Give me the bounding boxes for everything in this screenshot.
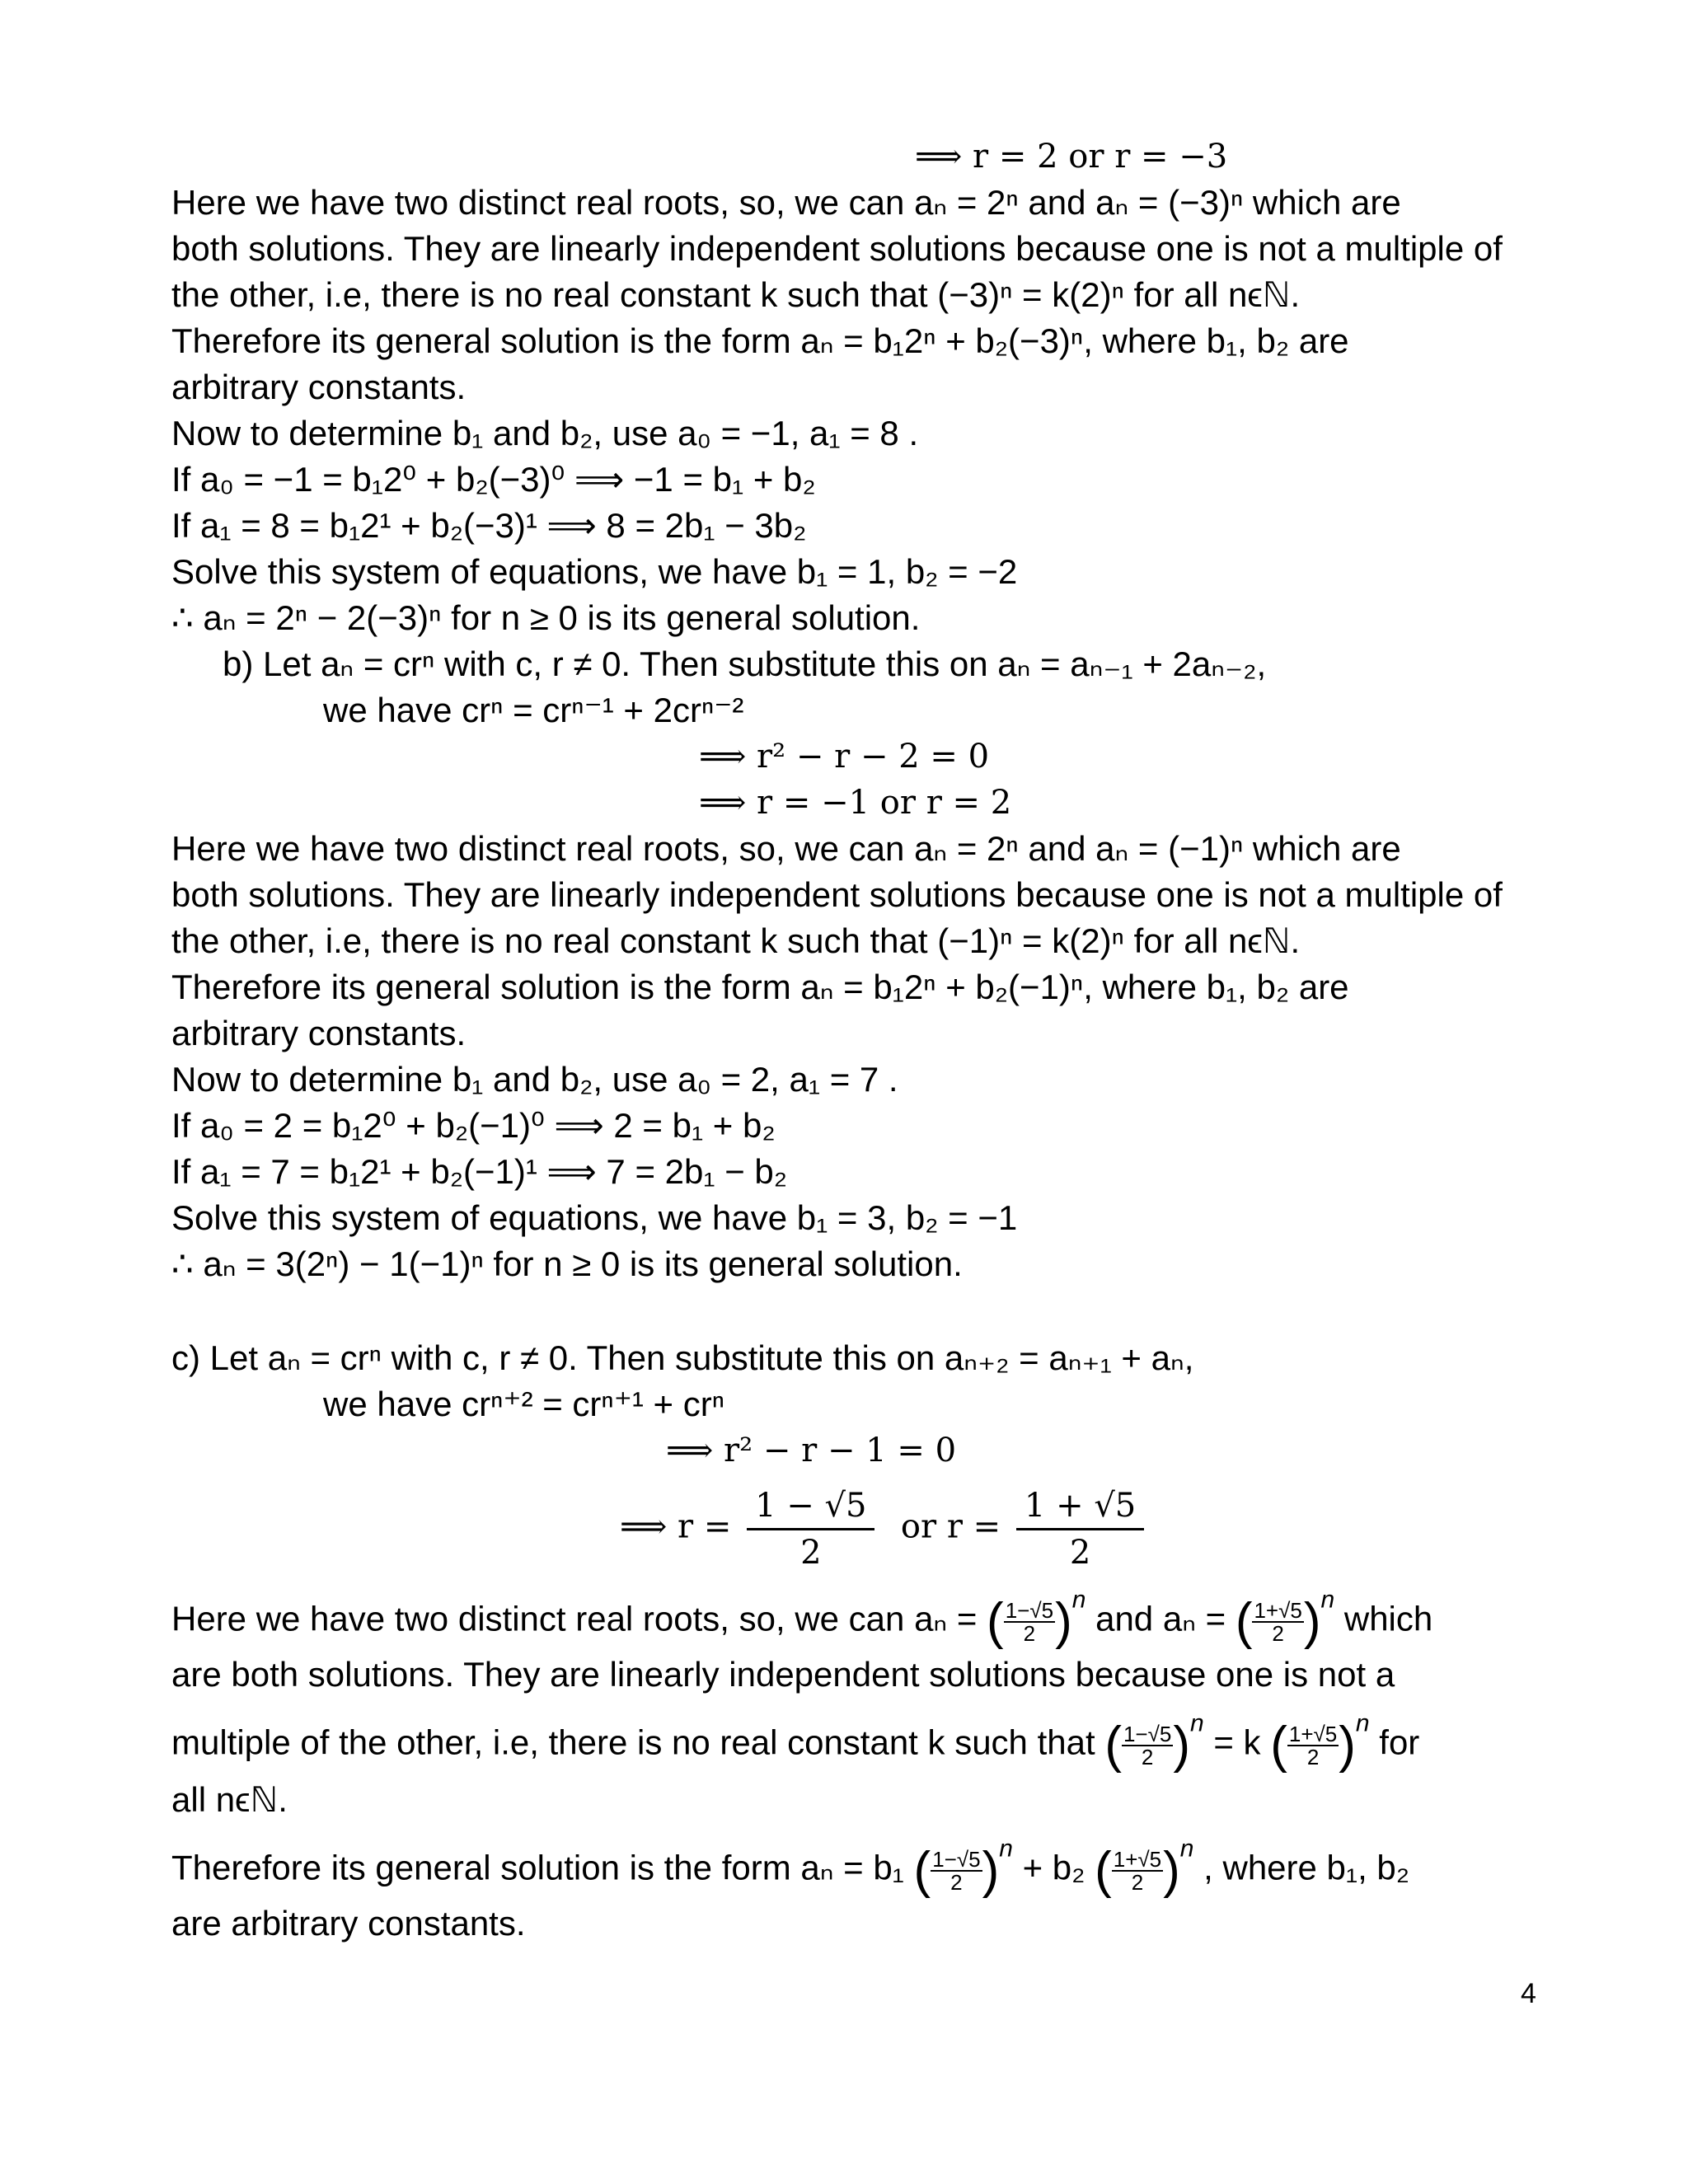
text-segment: , where b₁, b₂ — [1203, 1848, 1410, 1887]
text-line: ⟹ r² − r − 2 = 0 — [699, 738, 990, 776]
exponent: n — [1071, 1586, 1086, 1614]
text-line: Now to determine b₁ and b₂, use a₀ = 2, a₁ = 7 . — [171, 1060, 898, 1099]
text-line: ∴ aₙ = 3(2ⁿ) − 1(−1)ⁿ for n ≥ 0 is its general solution. — [171, 1244, 963, 1283]
small-fraction — [1287, 1723, 1339, 1768]
text-line: the other, i.e, there is no real constant k such that (−1)ⁿ = k(2)ⁿ for all nϵℕ. — [171, 921, 1301, 960]
text-line: ⟹ r = 2 or r = −3 — [915, 138, 1228, 176]
text-line: b) Let aₙ = crⁿ with c, r ≠ 0. Then substitute this on aₙ = aₙ₋₁ + 2aₙ₋₂, — [223, 644, 1267, 683]
exponent: n — [1355, 1709, 1370, 1737]
text-segment: for — [1379, 1722, 1420, 1762]
text-line: the other, i.e, there is no real constant k such that (−3)ⁿ = k(2)ⁿ for all nϵℕ. — [171, 275, 1301, 314]
small-fraction — [1252, 1597, 1303, 1646]
text-line: If a₀ = 2 = b₁2⁰ + b₂(−1)⁰ ⟹ 2 = b₁ + b₂ — [171, 1106, 776, 1145]
text-line: are arbitrary constants. — [171, 1904, 526, 1943]
text-line: Here we have two distinct real roots, so, we can aₙ = 2ⁿ and aₙ = (−3)ⁿ which are — [171, 183, 1401, 222]
text-segment: multiple of the other, i.e, there is no real constant k such that — [171, 1722, 1095, 1762]
text-line: arbitrary constants. — [171, 368, 467, 406]
equation-text: ⟹ r = — [620, 1507, 732, 1546]
denominator: 2 — [1069, 1534, 1091, 1572]
text-line: are both solutions. They are linearly independent solutions because one is not a — [171, 1655, 1395, 1694]
numerator: 1−√5 — [932, 1846, 981, 1872]
text-line: ⟹ r = −1 or r = 2 — [699, 784, 1012, 822]
numerator: 1−√5 — [1005, 1597, 1054, 1623]
text-line: ∴ aₙ = 2ⁿ − 2(−3)ⁿ for n ≥ 0 is its general solution. — [171, 598, 921, 637]
text-segment: + b₂ — [1022, 1848, 1085, 1887]
small-fraction — [931, 1846, 982, 1895]
text-segment: Here we have two distinct real roots, so, we can aₙ = — [171, 1599, 978, 1638]
text-line: Therefore its general solution is the form aₙ = b₁2ⁿ + b₂(−1)ⁿ, where b₁, b₂ are — [171, 968, 1349, 1006]
fraction — [747, 1483, 874, 1575]
numerator: 1 + √5 — [1016, 1483, 1144, 1530]
denominator: 2 — [1306, 1744, 1320, 1769]
exponent: n — [1190, 1709, 1204, 1737]
text-line: multiple of the other, i.e, there is no real constant k such that ( $\frac{1-√5}{2}$ )$^n$ = k ( $\frac{1+√5}{2}$ )$^n$ for — [171, 1709, 1420, 1774]
denominator: 2 — [950, 1869, 963, 1895]
numerator: 1+√5 — [1254, 1597, 1302, 1623]
text-line: If a₁ = 8 = b₁2¹ + b₂(−3)¹ ⟹ 8 = 2b₁ − 3b₂ — [171, 506, 807, 545]
roots-equation — [620, 1483, 1149, 1575]
text-segment: and aₙ = — [1095, 1599, 1226, 1638]
denominator: 2 — [1141, 1744, 1154, 1769]
text-line: c) Let aₙ = crⁿ with c, r ≠ 0. Then substitute this on aₙ₊₂ = aₙ₊₁ + aₙ, — [171, 1338, 1194, 1377]
denominator: 2 — [1131, 1869, 1144, 1895]
text-segment: = k — [1213, 1722, 1261, 1762]
text-line: both solutions. They are linearly independent solutions because one is not a multiple of — [171, 229, 1503, 268]
text-line: If a₁ = 7 = b₁2¹ + b₂(−1)¹ ⟹ 7 = 2b₁ − b₂ — [171, 1152, 788, 1191]
numerator: 1+√5 — [1288, 1721, 1338, 1746]
numerator: 1−√5 — [1123, 1721, 1172, 1746]
text-segment: which — [1343, 1599, 1433, 1638]
denominator: 2 — [1272, 1620, 1284, 1646]
text-line: Here we have two distinct real roots, so, we can aₙ = ( $\frac{1-√5}{2}$ )$^n$ and aₙ = ( $\frac{1+√5}{2}$ )$^n$ which — [171, 1586, 1433, 1650]
text-line: arbitrary constants. — [171, 1014, 467, 1052]
small-fraction — [1004, 1597, 1055, 1646]
exponent: n — [999, 1835, 1013, 1863]
text-line: Solve this system of equations, we have b₁ = 3, b₂ = −1 — [171, 1198, 1018, 1237]
text-line: Solve this system of equations, we have b₁ = 1, b₂ = −2 — [171, 552, 1018, 591]
numerator: 1+√5 — [1113, 1846, 1162, 1872]
text-line: Therefore its general solution is the form aₙ = b₁2ⁿ + b₂(−3)ⁿ, where b₁, b₂ are — [171, 321, 1349, 360]
text-line: If a₀ = −1 = b₁2⁰ + b₂(−3)⁰ ⟹ −1 = b₁ + b₂ — [171, 460, 816, 499]
denominator: 2 — [800, 1534, 822, 1572]
fraction — [1016, 1483, 1144, 1575]
exponent: n — [1179, 1835, 1194, 1863]
text-line: Therefore its general solution is the form aₙ = b₁ ( $\frac{1-√5}{2}$ )$^n$ + b₂ ( $\frac{1+√5}{2}$ )$^n$ , where b₁, b₂ — [171, 1835, 1410, 1899]
denominator: 2 — [1023, 1620, 1036, 1646]
page-number: 4 — [1521, 1978, 1536, 2009]
text-line: we have crⁿ = crⁿ⁻¹ + 2crⁿ⁻² — [323, 691, 744, 729]
small-fraction — [1112, 1846, 1163, 1895]
text-line: all nϵℕ. — [171, 1780, 288, 1819]
equation-text: or r = — [900, 1507, 1001, 1546]
text-line: Now to determine b₁ and b₂, use a₀ = −1, a₁ = 8 . — [171, 414, 919, 452]
exponent: n — [1320, 1586, 1335, 1614]
small-fraction — [1122, 1723, 1173, 1768]
numerator: 1 − √5 — [747, 1483, 874, 1530]
text-line: we have crⁿ⁺² = crⁿ⁺¹ + crⁿ — [323, 1385, 725, 1423]
text-line: both solutions. They are linearly independent solutions because one is not a multiple of — [171, 875, 1503, 914]
text-line: Here we have two distinct real roots, so, we can aₙ = 2ⁿ and aₙ = (−1)ⁿ which are — [171, 829, 1401, 868]
text-segment: Therefore its general solution is the form aₙ = b₁ — [171, 1848, 904, 1887]
text-line: ⟹ r² − r − 1 = 0 — [666, 1432, 957, 1469]
